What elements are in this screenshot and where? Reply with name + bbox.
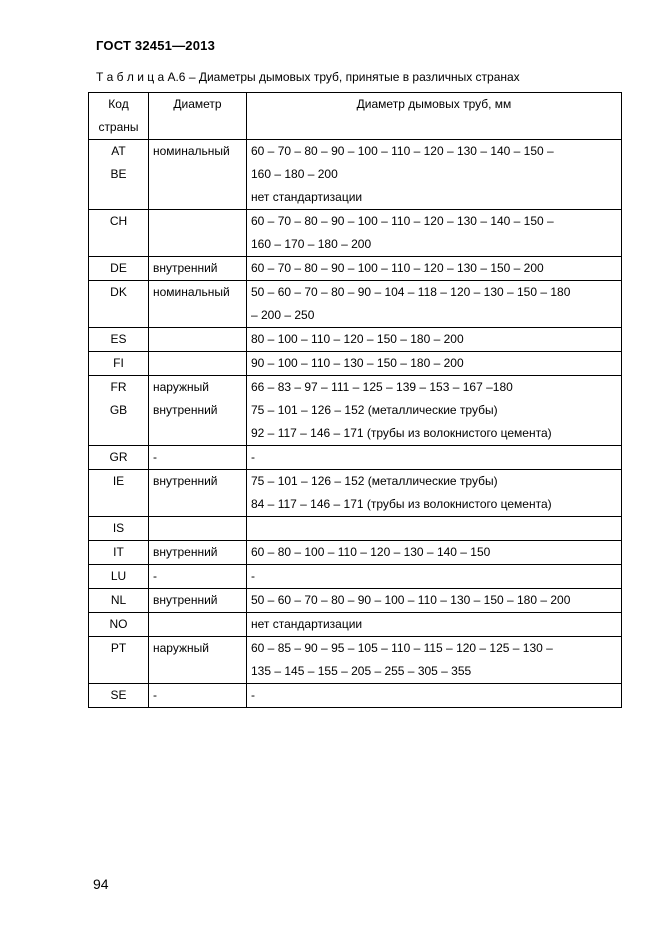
diameter-values-line: 135 – 145 – 155 – 205 – 255 – 305 – 355 (251, 664, 472, 678)
diameter-values-line: 75 – 101 – 126 – 152 (металлические трубы) (251, 403, 498, 417)
country-code-line: AT (111, 144, 126, 158)
diameter-type-cell (149, 376, 247, 446)
country-code-line: BE (110, 167, 127, 181)
diameter-type-line: - (153, 688, 157, 702)
country-code-cell (89, 140, 149, 210)
country-code-cell (89, 210, 149, 257)
table-row (89, 328, 622, 352)
diameter-type-line: наружный (153, 641, 209, 655)
country-code-cell (89, 637, 149, 684)
page-number: 94 (93, 876, 109, 892)
diameter-values-line: 84 – 117 – 146 – 171 (трубы из волокнистого цемента) (251, 497, 552, 511)
diameter-type-cell (149, 589, 247, 613)
diameter-values-line: 60 – 70 – 80 – 90 – 100 – 110 – 120 – 130 – 150 – 200 (251, 261, 544, 275)
country-code-line: NO (109, 617, 128, 631)
header-country-code-line2: страны (98, 120, 139, 134)
diameter-type-line: номинальный (153, 144, 230, 158)
country-code-cell (89, 517, 149, 541)
diameter-values-line: нет стандартизации (251, 190, 363, 204)
diameter-type-cell (149, 352, 247, 376)
country-code-line: DE (110, 261, 127, 275)
country-code-cell (89, 565, 149, 589)
country-code-line: DK (110, 285, 127, 299)
country-code-line: ES (110, 332, 127, 346)
table-row (89, 565, 622, 589)
diameter-values-line: 92 – 117 – 146 – 171 (трубы из волокнистого цемента) (251, 426, 552, 440)
diameter-type-line: наружный (153, 380, 209, 394)
country-code-cell (89, 257, 149, 281)
country-code-line: FI (113, 356, 124, 370)
table-row (89, 637, 622, 684)
country-code-cell (89, 613, 149, 637)
diameter-type-cell (149, 541, 247, 565)
table-row (89, 376, 622, 446)
diameter-values-line: 75 – 101 – 126 – 152 (металлические трубы) (251, 474, 498, 488)
diameter-values-line: – 200 – 250 (251, 308, 315, 322)
diameter-values-line: 160 – 180 – 200 (251, 167, 338, 181)
diameter-values-cell (247, 328, 622, 352)
diameter-values-cell (247, 281, 622, 328)
diameter-type-line: внутренний (153, 593, 218, 607)
country-code-cell (89, 281, 149, 328)
header-diameter-values: Диаметр дымовых труб, мм (247, 93, 622, 140)
diameter-values-cell (247, 637, 622, 684)
country-code-cell (89, 470, 149, 517)
diameter-values-cell (247, 446, 622, 470)
diameter-values-cell (247, 613, 622, 637)
table-row (89, 140, 622, 210)
diameter-values-line: 90 – 100 – 110 – 130 – 150 – 180 – 200 (251, 356, 464, 370)
country-code-cell (89, 589, 149, 613)
table-body (89, 140, 622, 708)
header-country-code (89, 93, 149, 140)
diameter-values-line: - (251, 569, 255, 583)
country-code-cell (89, 446, 149, 470)
diameter-values-line: 50 – 60 – 70 – 80 – 90 – 104 – 118 – 120 – 130 – 150 – 180 (251, 285, 571, 299)
table-header-row (89, 93, 622, 140)
diameter-type-cell (149, 517, 247, 541)
table-row (89, 517, 622, 541)
country-code-line: IS (112, 521, 125, 535)
header-country-code-line1: Код (108, 97, 129, 111)
diameter-type-line: внутренний (153, 474, 218, 488)
country-code-line: CH (109, 214, 128, 228)
diameter-values-cell (247, 517, 622, 541)
table-row (89, 257, 622, 281)
document-standard-header: ГОСТ 32451—2013 (96, 38, 215, 53)
table-row (89, 281, 622, 328)
country-code-line: IE (112, 474, 125, 488)
diameter-type-cell (149, 140, 247, 210)
country-code-cell (89, 328, 149, 352)
country-code-line: FR (110, 380, 127, 394)
table-row (89, 352, 622, 376)
country-code-line: PT (110, 641, 127, 655)
country-code-cell (89, 352, 149, 376)
diameter-values-cell (247, 257, 622, 281)
country-code-line: GR (109, 450, 128, 464)
diameter-values-line: 60 – 85 – 90 – 95 – 105 – 110 – 115 – 120 – 125 – 130 – (251, 641, 553, 655)
diameter-type-line: внутренний (153, 261, 218, 275)
diameter-values-cell (247, 541, 622, 565)
diameter-values-line: 60 – 80 – 100 – 110 – 120 – 130 – 140 – 150 (251, 545, 491, 559)
table-row (89, 589, 622, 613)
diameter-type-cell (149, 446, 247, 470)
diameter-values-cell (247, 352, 622, 376)
diameter-type-cell (149, 281, 247, 328)
table-row (89, 541, 622, 565)
country-code-line: NL (110, 593, 127, 607)
diameter-type-line: - (153, 569, 157, 583)
diameter-values-line: - (251, 688, 255, 702)
diameter-values-cell (247, 140, 622, 210)
country-code-line: LU (110, 569, 127, 583)
diameter-type-cell (149, 637, 247, 684)
table-row (89, 684, 622, 708)
table-row (89, 613, 622, 637)
diameter-values-cell (247, 589, 622, 613)
diameter-type-cell (149, 470, 247, 517)
diameter-type-line: номинальный (153, 285, 230, 299)
diameter-values-cell (247, 210, 622, 257)
diameter-values-line: 80 – 100 – 110 – 120 – 150 – 180 – 200 (251, 332, 464, 346)
table-row (89, 210, 622, 257)
chimney-diameters-table (88, 92, 622, 708)
table-row (89, 470, 622, 517)
country-code-line: IT (113, 545, 124, 559)
diameter-values-line: 60 – 70 – 80 – 90 – 100 – 110 – 120 – 130 – 140 – 150 – (251, 144, 554, 158)
diameter-type-cell (149, 565, 247, 589)
diameter-values-cell (247, 684, 622, 708)
country-code-cell (89, 376, 149, 446)
diameter-type-cell (149, 210, 247, 257)
diameter-type-cell (149, 684, 247, 708)
diameter-values-line: 60 – 70 – 80 – 90 – 100 – 110 – 120 – 130 – 140 – 150 – (251, 214, 554, 228)
diameter-values-line: 50 – 60 – 70 – 80 – 90 – 100 – 110 – 130 – 150 – 180 – 200 (251, 593, 571, 607)
country-code-line: GB (109, 403, 128, 417)
country-code-line: SE (110, 688, 127, 702)
country-code-cell (89, 684, 149, 708)
diameter-type-cell (149, 328, 247, 352)
diameter-values-cell (247, 470, 622, 517)
diameter-values-line: - (251, 450, 255, 464)
diameter-type-line: внутренний (153, 545, 218, 559)
diameter-values-line: нет стандартизации (251, 617, 363, 631)
diameter-values-line: 66 – 83 – 97 – 111 – 125 – 139 – 153 – 167 –180 (251, 380, 513, 394)
diameter-type-cell (149, 613, 247, 637)
table-row (89, 446, 622, 470)
diameter-values-line: 160 – 170 – 180 – 200 (251, 237, 372, 251)
diameter-type-cell (149, 257, 247, 281)
diameter-type-line: - (153, 450, 157, 464)
country-code-cell (89, 541, 149, 565)
header-diameter: Диаметр (149, 93, 247, 140)
diameter-values-cell (247, 565, 622, 589)
diameter-values-cell (247, 376, 622, 446)
diameter-type-line: внутренний (153, 403, 218, 417)
table-caption: Т а б л и ц а А.6 – Диаметры дымовых труб, принятые в различных странах (96, 70, 520, 84)
